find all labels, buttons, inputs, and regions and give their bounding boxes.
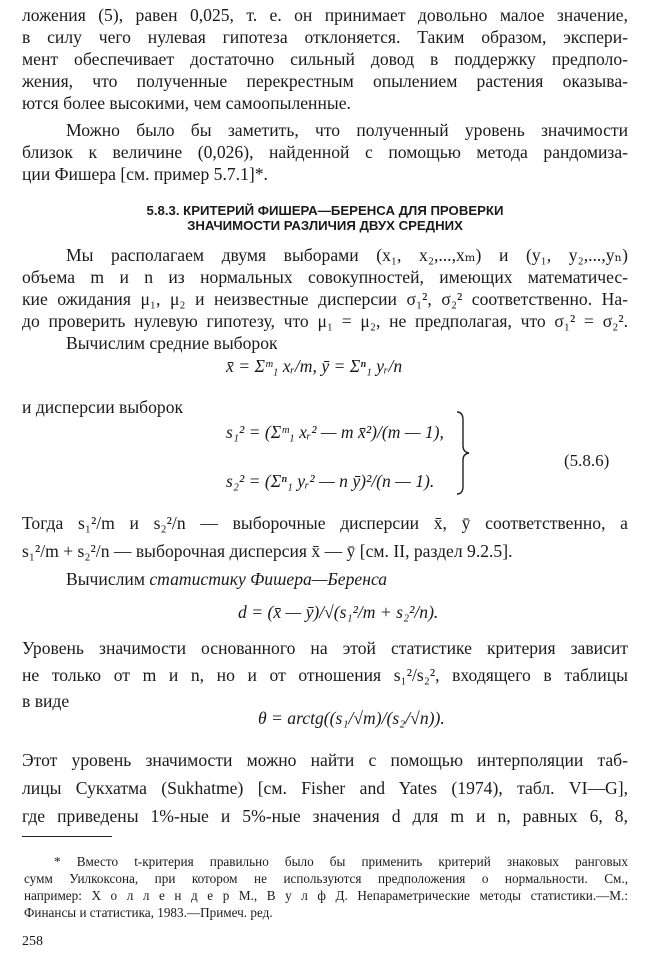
text-line: Вычислим средние выборок xyxy=(66,333,278,353)
text-line: Можно было бы заметить, что полученный уровень значимости xyxy=(66,120,628,140)
text-line: близок к величине (0,026), найденной с помощью метода рандомиза- xyxy=(22,142,628,162)
text-line: Этот уровень значимости можно найти с помощью интерполяции таб- xyxy=(22,750,628,770)
text-line xyxy=(66,568,628,590)
text-line: не только от m и n, но и от отношения s₁²/s₂², входящего в таблицы xyxy=(22,665,628,685)
text-line: и дисперсии выборок xyxy=(22,397,184,417)
text-line: в силу чего нулевая гипотеза отклоняется. Таким образом, экспери- xyxy=(22,27,628,47)
text-line: до проверить нулевую гипотезу, что μ₁ = μ₂, не предполагая, что σ₁² = σ₂². xyxy=(22,311,628,331)
footnote-line: сумм Уилкоксона, при котором не используются предположения о нормальности. См., xyxy=(24,871,628,886)
text-line: s₁²/m + s₂²/n — выборочная дисперсия x̄ — ȳ [см. II, раздел 9.2.5]. xyxy=(22,541,513,561)
text-line: в виде xyxy=(22,691,70,711)
text-span: Вычислим xyxy=(66,569,145,589)
formula-theta: θ = arctg((s₁/√m)/(s₂/√n)). xyxy=(258,708,445,728)
formula-variance-2: s₂² = (Σⁿ₁ yᵣ² — n ȳ)²/(n — 1). xyxy=(226,471,435,491)
text-line: Тогда s₁²/m и s₂²/n — выборочные дисперсии x̄, ȳ соответственно, а xyxy=(22,513,628,533)
text-line: лицы Сукхатма (Sukhatme) [см. Fisher and Yates (1974), табл. VI—G], xyxy=(22,778,628,798)
text-line: объема m и n из нормальных совокупностей, имеющих математичес- xyxy=(22,267,628,287)
text-line: кие ожидания μ₁, μ₂ и неизвестные дисперсии σ₁², σ₂² соответственно. На- xyxy=(22,289,628,309)
page-number: 258 xyxy=(22,934,43,949)
emphasis-text: статистику Фишера—Беренса xyxy=(149,569,388,589)
text-line: где приведены 1%-ные и 5%-ные значения d для m и n, равных 6, 8, xyxy=(22,806,628,826)
text-line: ются более высокими, чем самоопыленные. xyxy=(22,93,351,113)
text-line: ции Фишера [см. пример 5.7.1]*. xyxy=(22,164,268,184)
text-line: жения, что полученные перекрестным опылением растения оказыва- xyxy=(22,71,628,91)
text-line: мент обеспечивает достаточно сильный довод в поддержку предполо- xyxy=(22,49,628,69)
equation-number: (5.8.6) xyxy=(564,451,610,470)
formula-means: x̄ = Σᵐ₁ xᵣ/m, ȳ = Σⁿ₁ yᵣ/n xyxy=(226,356,403,376)
footnote-line: Финансы и статистика, 1983.—Примеч. ред. xyxy=(24,905,273,920)
footnote-rule xyxy=(22,836,112,837)
text-line: ложения (5), равен 0,025, т. е. он принимает довольно малое значение, xyxy=(22,5,628,25)
section-heading: 5.8.3. КРИТЕРИЙ ФИШЕРА—БЕРЕНСА ДЛЯ ПРОВЕРКИ xyxy=(146,203,504,218)
text-line: Уровень значимости основанного на этой статистике критерия зависит xyxy=(22,638,628,658)
formula-variance-1: s₁² = (Σᵐ₁ xᵣ² — m x̄²)/(m — 1), xyxy=(226,422,444,442)
formula-statistic: d = (x̄ — ȳ)/√(s₁²/m + s₂²/n). xyxy=(238,602,439,622)
section-heading: ЗНАЧИМОСТИ РАЗЛИЧИЯ ДВУХ СРЕДНИХ xyxy=(187,218,463,233)
footnote-line: например: Х о л л е н д е р М., В у л ф Д. Непараметрические методы статистики.—М.: xyxy=(24,888,628,903)
right-brace xyxy=(455,410,471,496)
footnote-line: * Вместо t-критерия правильно было бы применить критерий знаковых ранговых xyxy=(54,854,628,869)
text-line: Мы располагаем двумя выборами (x₁, x₂,...,xₘ) и (y₁, y₂,...,yₙ) xyxy=(66,245,628,265)
